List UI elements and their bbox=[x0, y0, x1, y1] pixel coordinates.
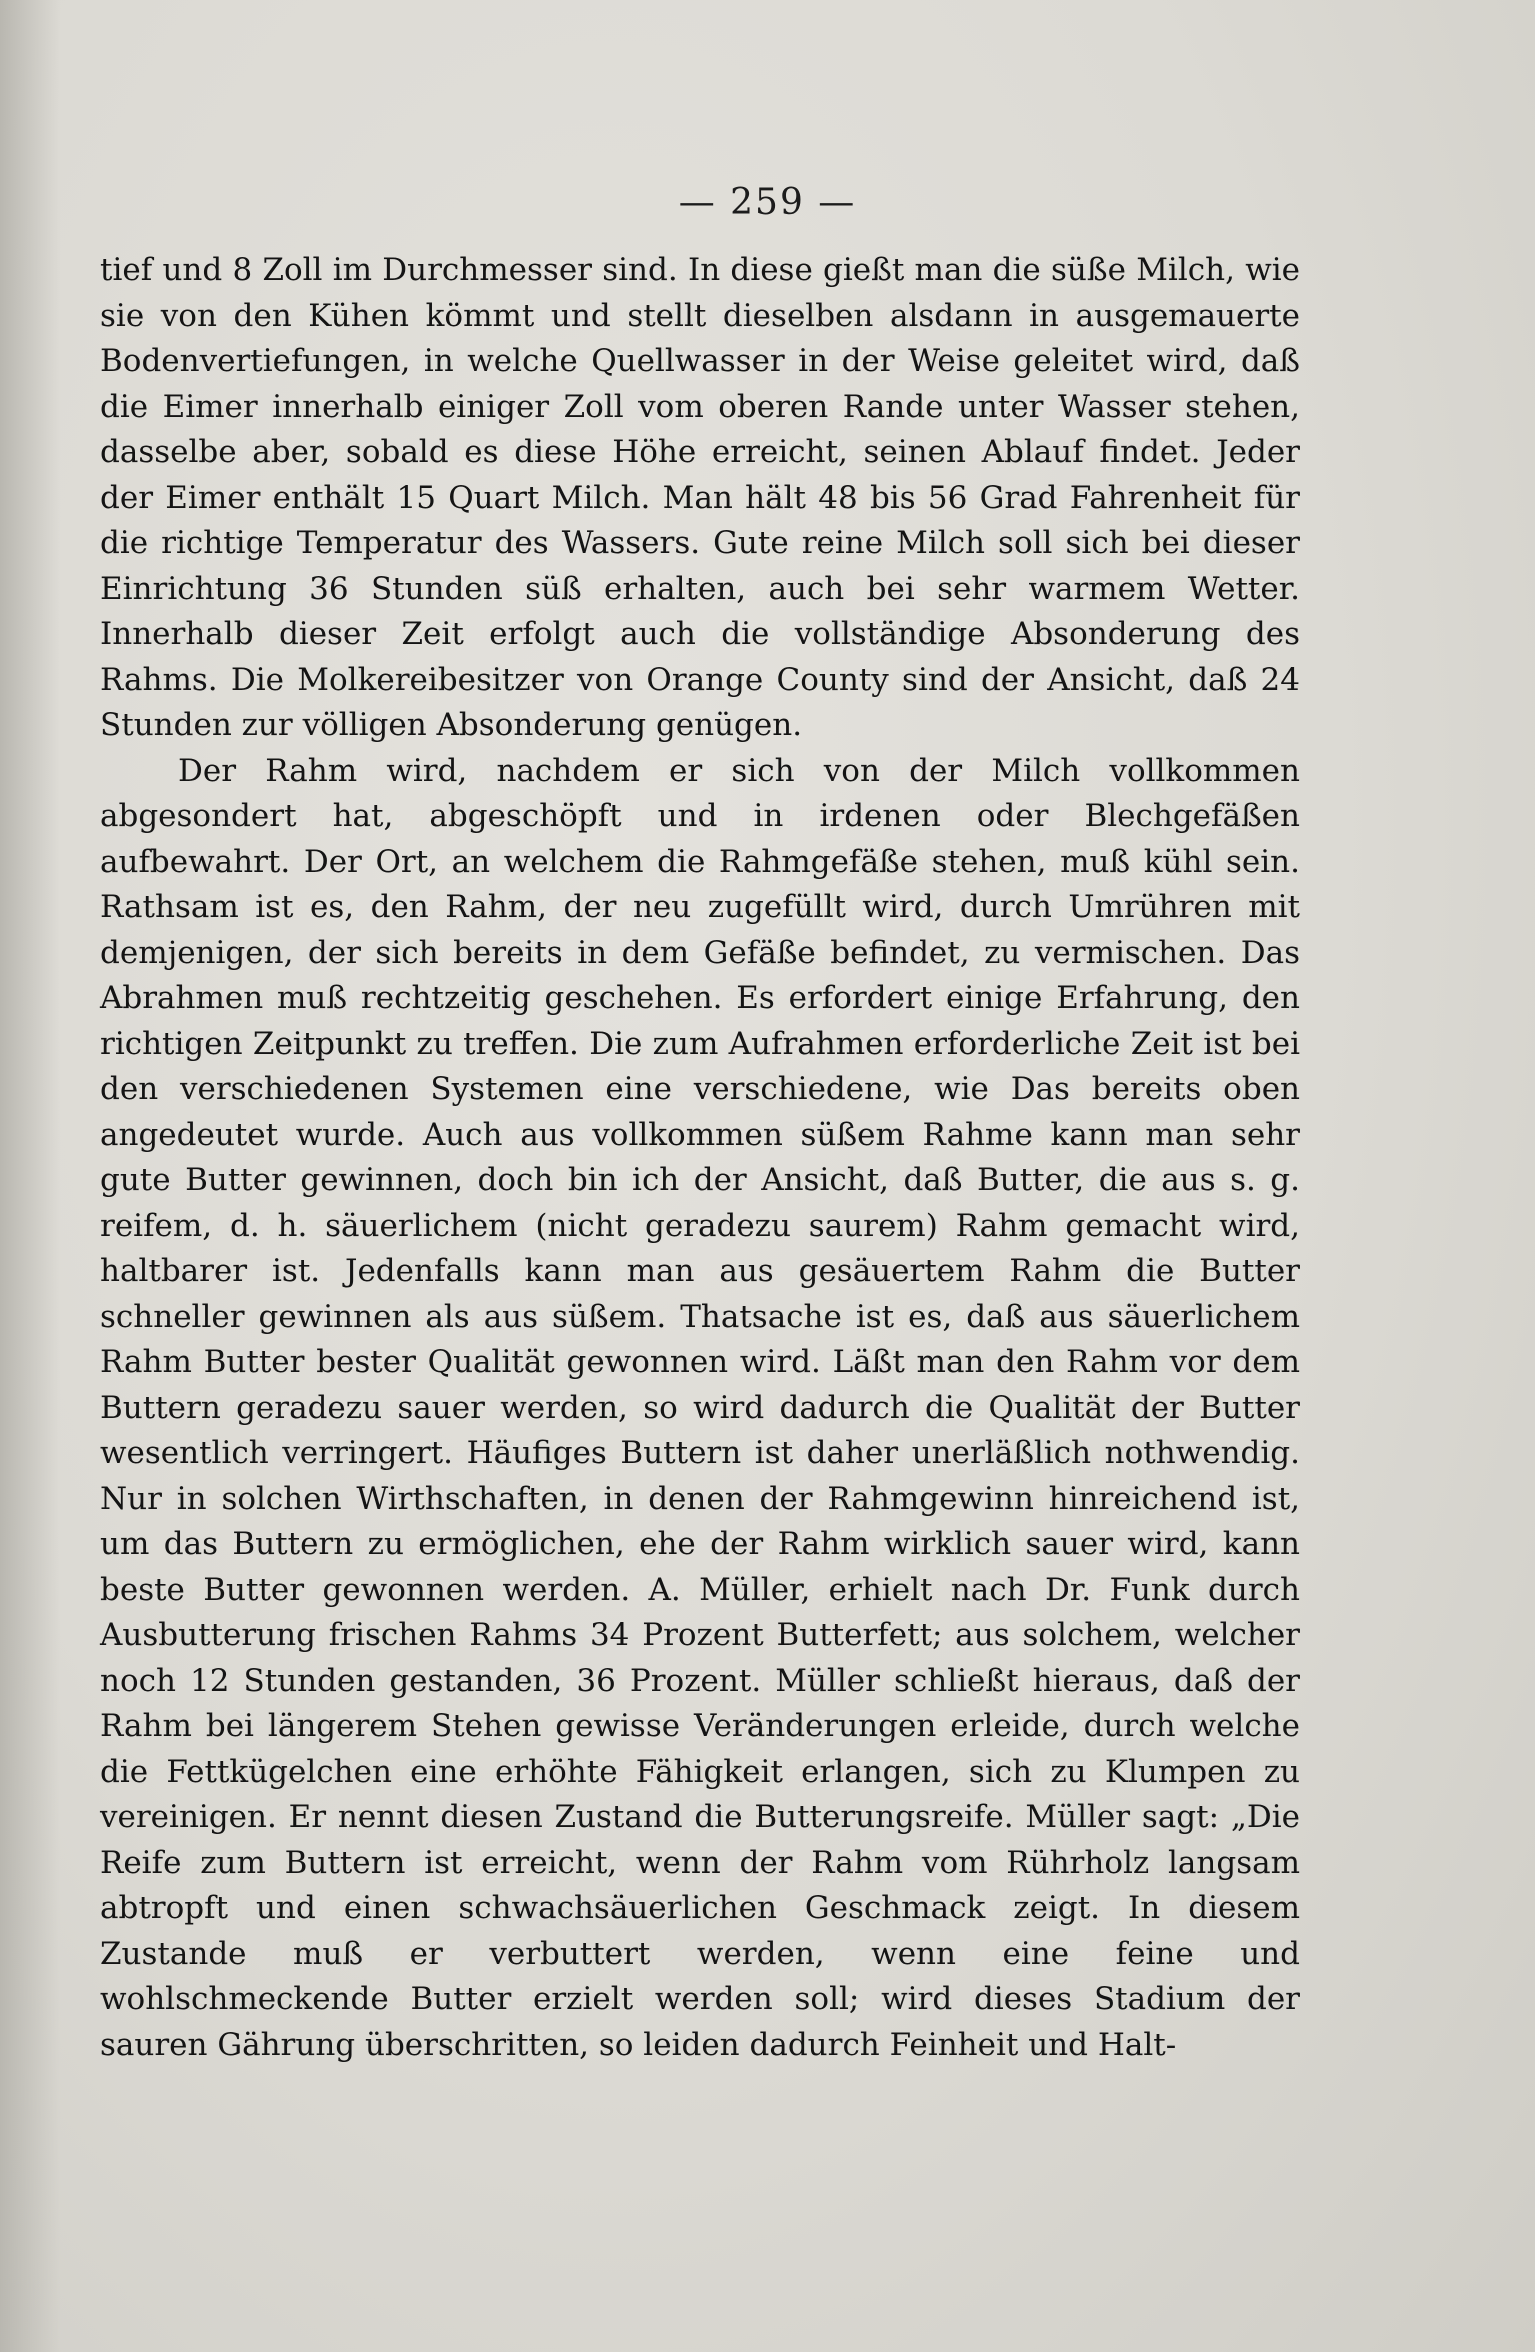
paragraph-2: Der Rahm wird, nachdem er sich von der Milch vollkommen abgesondert hat, abgeschöpft und in irdenen oder Blechgefäßen aufbewahrt. Der Ort, an welchem die Rahmgefäße stehen, muß kühl sein. Rathsam ist es, den Rahm, der neu zugefüllt wird, durch Umrühren mit demjenigen, der sich bereits in dem Gefäße befindet, zu vermischen. Das Abrahmen muß rechtzeitig geschehen. Es erfordert einige Erfahrung, den richtigen Zeitpunkt zu treffen. Die zum Aufrahmen erforderliche Zeit ist bei den verschiedenen Systemen eine verschiedene, wie Das bereits oben angedeutet wurde. Auch aus vollkommen süßem Rahme kann man sehr gute Butter gewinnen, doch bin ich der Ansicht, daß Butter, die aus s. g. reifem, d. h. säuerlichem (nicht geradezu saurem) Rahm gemacht wird, haltbarer ist. Jedenfalls kann man aus gesäuertem Rahm die Butter schneller gewinnen als aus süßem. Thatsache ist es, daß aus säuerlichem Rahm Butter bester Qualität gewonnen wird. Läßt man den Rahm vor dem Buttern geradezu sauer werden, so wird dadurch die Qualität der Butter wesentlich verringert. Häufiges Buttern ist daher unerläßlich nothwendig. Nur in solchen Wirthschaften, in denen der Rahmgewinn hinreichend ist, um das Buttern zu ermöglichen, ehe der Rahm wirklich sauer wird, kann beste Butter gewonnen werden. A. Müller, erhielt nach Dr. Funk durch Ausbutterung frischen Rahms 34 Prozent Butterfett; aus solchem, welcher noch 12 Stunden gestanden, 36 Prozent. Müller schließt hieraus, daß der Rahm bei längerem Stehen gewisse Veränderungen erleide, durch welche die Fettkügelchen eine erhöhte Fähigkeit erlangen, sich zu Klumpen zu vereinigen. Er nennt diesen Zustand die Butterungsreife. Müller sagt: „Die Reife zum Buttern ist erreicht, wenn der Rahm vom Rührholz langsam abtropft und einen schwachsäuerlichen Geschmack zeigt. In diesem Zustande muß er verbuttert werden, wenn eine feine und wohlschmeckende Butter erzielt werden soll; wird dieses Stadium der sauren Gährung überschritten, so leiden dadurch Feinheit und Halt- bbox=[100, 752, 1300, 2063]
paragraph-1: tief und 8 Zoll im Durchmesser sind. In diese gießt man die süße Milch, wie sie von den Kühen kömmt und stellt dieselben alsdann in ausgemauerte Bodenvertiefungen, in welche Quellwasser in der Weise geleitet wird, daß die Eimer innerhalb einiger Zoll vom oberen Rande unter Wasser stehen, dasselbe aber, sobald es diese Höhe erreicht, seinen Ablauf findet. Jeder der Eimer enthält 15 Quart Milch. Man hält 48 bis 56 Grad Fahrenheit für die richtige Temperatur des Wassers. Gute reine Milch soll sich bei dieser Einrichtung 36 Stunden süß erhalten, auch bei sehr warmem Wetter. Innerhalb dieser Zeit erfolgt auch die vollständige Absonderung des Rahms. Die Molkereibesitzer von Orange County sind der Ansicht, daß 24 Stunden zur völligen Absonderung genügen. bbox=[100, 252, 1300, 743]
page-number: — 259 — bbox=[678, 182, 857, 223]
body-text bbox=[100, 248, 1300, 2068]
page-gutter-shadow bbox=[0, 0, 60, 2352]
